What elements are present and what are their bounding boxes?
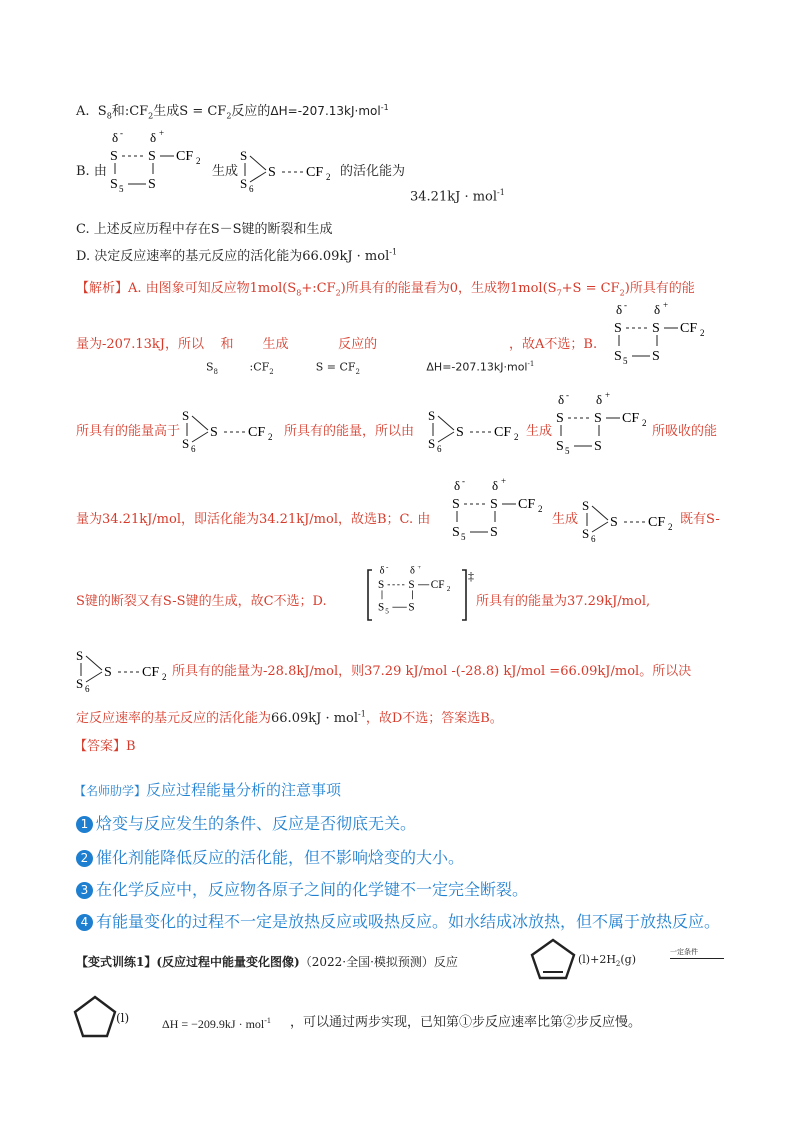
tip-item-2: 2 催化剂能降低反应的活化能，但不影响焓变的大小。 (76, 845, 464, 868)
option-a-scf2: $S = CF_2$ (179, 104, 232, 121)
analysis-line-3b: 所具有的能量，所以由 (284, 424, 415, 439)
exercise-reaction: $(l)+2H_2(g)$ (578, 953, 637, 969)
tip-number-1: 1 (76, 816, 93, 833)
tip-number-3: 3 (76, 882, 93, 899)
ts-structure-4 (452, 478, 562, 544)
option-a-prefix: A. (76, 104, 90, 119)
option-a-s8: $S_8$ (97, 104, 112, 121)
analysis-line-6: 所具有的能量为-28.8kJ/mol，则37.29 kJ/mol -(-28.8) kJ/mol =66.09kJ/mol。所以决 (172, 664, 692, 679)
ts-bracket-structure (364, 566, 478, 628)
analysis-line-2: 量为-207.13kJ，所以 和 生成 反应的 (76, 337, 378, 352)
option-a-gen: 生成 (153, 104, 180, 119)
option-a-cf2: $:CF_2$ (124, 104, 154, 121)
tri-structure-b (240, 146, 340, 196)
tip-number-4: 4 (76, 914, 93, 931)
analysis-line-3d: 所吸收的能 (652, 424, 718, 439)
option-d: D. 决定反应速率的基元反应的活化能为66.09kJ · mol$^{-1}$ (76, 247, 398, 264)
analysis-line-4b: 生成 (552, 512, 579, 527)
analysis-line-1: 【解析】A. 由图象可知反应物$1mol(S_8+:CF_2)$所具有的能量看为0，生成物$1mol(S_7+S = CF_2)$所具有的能 (76, 281, 695, 298)
tips-title: 【名师肋学】反应过程能量分析的注意事项 (74, 781, 342, 799)
option-b-gen: 生成 (212, 164, 239, 179)
analysis-line-4c: 既有S- (680, 512, 720, 527)
analysis-line-2-tail: ，故A不选；B. (509, 337, 598, 352)
analysis-line-2-formulas: $S_8$ $:CF_2$ $S = CF_2$ ΔH=-207.13kJ·mol$^{-1}$ (206, 360, 535, 376)
option-b-value: 34.21kJ · mol$^{-1}$ (410, 188, 505, 205)
option-b-tail: 的活化能为 (340, 164, 406, 179)
tip-item-4: 4 有能量变化的过程不一定是放热反应或吸热反应。如水结成冰放热，但不属于放热反应。 (76, 909, 720, 932)
tri-structure-6 (76, 646, 176, 696)
option-a-dh: ΔH=-207.13kJ·mol$^{-1}$ (270, 103, 389, 118)
option-a (76, 100, 389, 121)
cyclopentene-structure (528, 936, 578, 982)
tri-structure-3b (428, 406, 528, 456)
exercise-dh: ΔH = −209.9kJ · mol$^{-1}$ (162, 1016, 271, 1031)
tip-item-1: 1 焓变与反应发生的条件、反应是否彻底无关。 (76, 811, 416, 834)
tri-structure-4 (582, 496, 682, 546)
ts-structure-b (110, 130, 220, 196)
analysis-line-3c: 生成 (526, 424, 553, 439)
analysis-line-7: 定反应速率的基元反应的活化能为66.09kJ · mol$^{-1}$，故D不选；答案选B。 (76, 709, 503, 726)
exercise-l2: (l) (116, 1011, 130, 1025)
ts-structure-3 (556, 392, 666, 458)
exercise-tail: ，可以通过两步实现，已知第①步反应速率比第②步反应慢。 (290, 1015, 642, 1030)
analysis-line-5b: 所具有的能量为37.29kJ/mol, (476, 594, 651, 609)
exercise-catalyst: 一定条件 (670, 947, 724, 959)
reaction-arrow (670, 958, 724, 959)
option-b-prefix: B. 由 (76, 164, 107, 179)
svg-text:‡: ‡ (468, 569, 474, 583)
answer: 【答案】B (74, 739, 136, 754)
option-a-react: 反应的 (231, 104, 271, 119)
analysis-line-5a: S键的断裂又有S-S键的生成，故C不选；D. (76, 594, 327, 609)
exercise-header: 【变式训练1】(反应过程中能量变化图像)（2022·全国·模拟预测）反应 (76, 955, 458, 969)
cyclopentane-structure (72, 994, 118, 1040)
analysis-line-3a: 所具有的能量高于 (76, 424, 181, 439)
tip-number-2: 2 (76, 850, 93, 867)
option-a-and: 和 (111, 104, 125, 119)
option-c: C. 上述反应历程中存在S－S键的断裂和生成 (76, 222, 333, 237)
tri-structure-3a (182, 406, 282, 456)
analysis-line-4a: 量为34.21kJ/mol，即活化能为34.21kJ/mol，故选B；C. 由 (76, 512, 431, 527)
tip-item-3: 3 在化学反应中，反应物各原子之间的化学键不一定完全断裂。 (76, 877, 528, 900)
ts-structure-2 (614, 302, 724, 368)
